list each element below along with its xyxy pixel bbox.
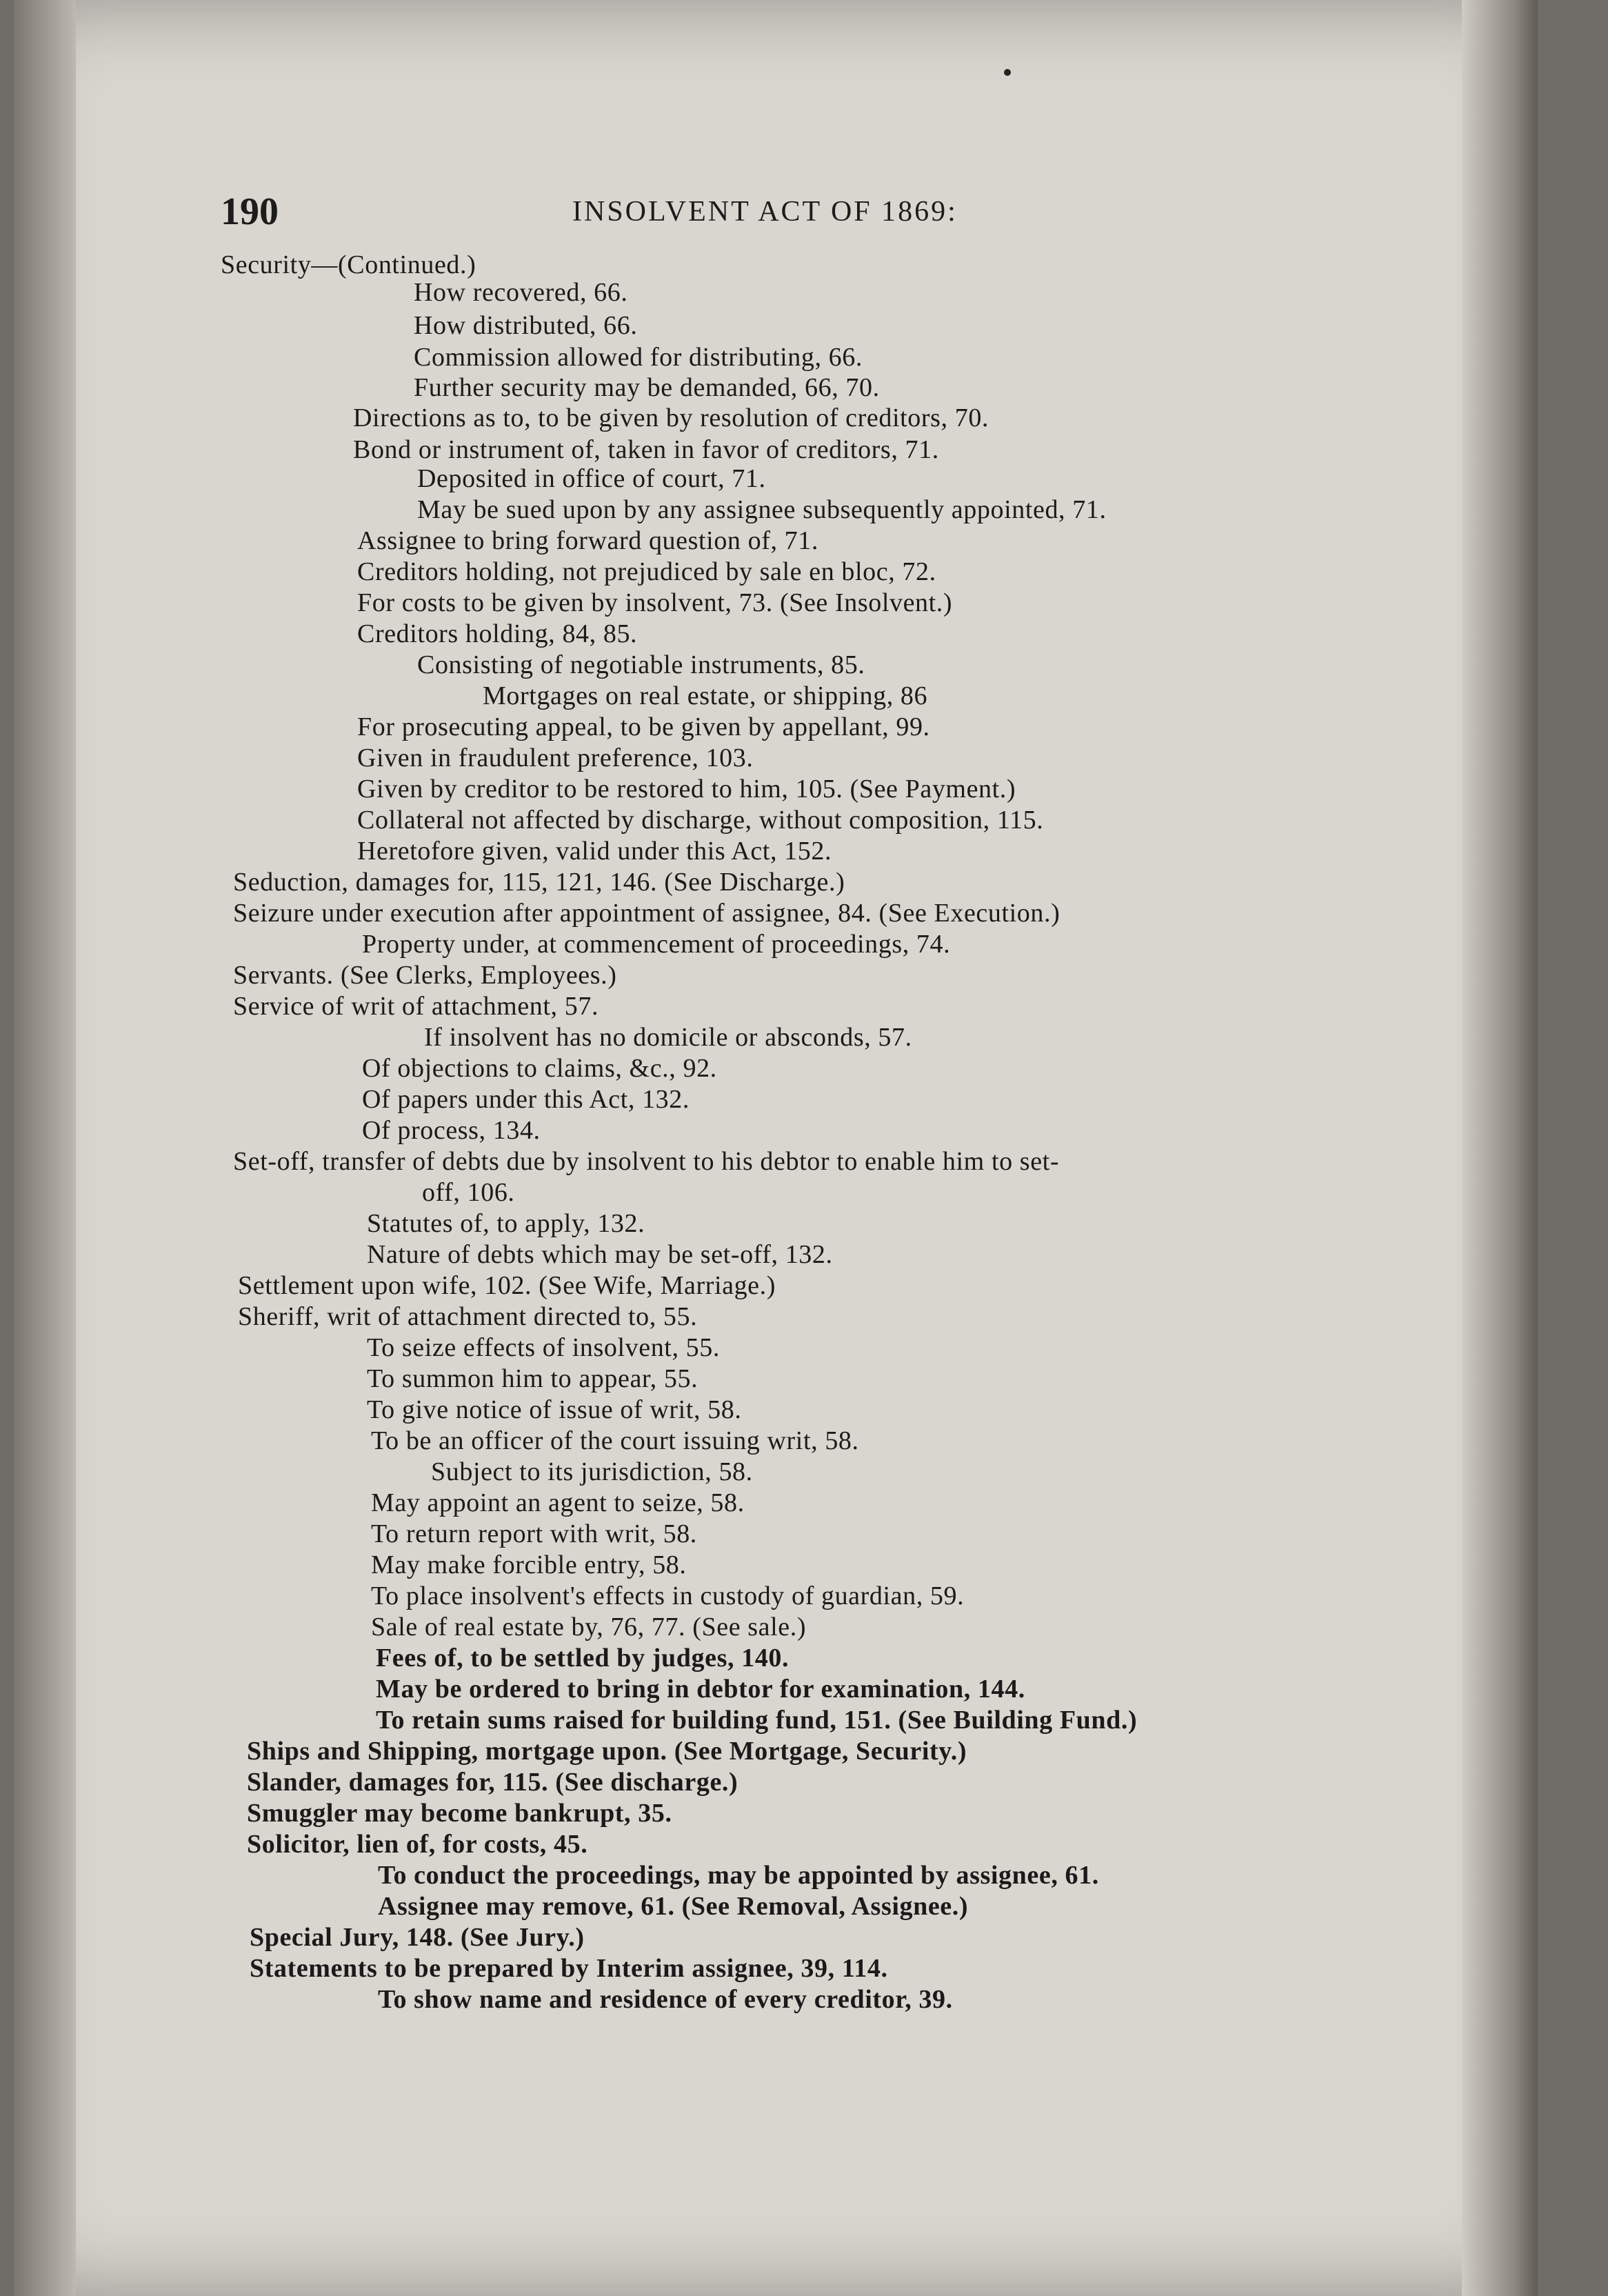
- index-line: Consisting of negotiable instruments, 85.: [417, 650, 865, 679]
- index-line: Commission allowed for distributing, 66.: [414, 343, 863, 372]
- index-line: If insolvent has no domicile or absconds, 57.: [424, 1023, 912, 1052]
- index-line: Special Jury, 148. (See Jury.): [250, 1923, 585, 1952]
- index-line: Seizure under execution after appointment of assignee, 84. (See Execution.): [233, 899, 1061, 928]
- index-line: Given in fraudulent preference, 103.: [357, 743, 754, 772]
- index-line: Sale of real estate by, 76, 77. (See sale.): [371, 1613, 807, 1641]
- index-line: Settlement upon wife, 102. (See Wife, Marriage.): [238, 1271, 776, 1300]
- index-entries: [14, 0, 1538, 2296]
- index-line: To summon him to appear, 55.: [367, 1364, 699, 1393]
- index-line: Sheriff, writ of attachment directed to, 55.: [238, 1302, 698, 1331]
- index-line: For prosecuting appeal, to be given by appellant, 99.: [357, 712, 930, 741]
- index-line: Mortgages on real estate, or shipping, 86: [483, 681, 928, 710]
- index-line: Directions as to, to be given by resolution of creditors, 70.: [353, 403, 989, 432]
- index-line: Assignee to bring forward question of, 71.: [357, 526, 818, 555]
- index-line: Subject to its jurisdiction, 58.: [431, 1457, 753, 1486]
- index-line: For costs to be given by insolvent, 73. (See Insolvent.): [357, 588, 953, 617]
- index-line: Smuggler may become bankrupt, 35.: [247, 1799, 672, 1828]
- index-line: Of process, 134.: [362, 1116, 541, 1145]
- index-line: To give notice of issue of writ, 58.: [367, 1395, 742, 1424]
- index-line: Bond or instrument of, taken in favor of creditors, 71.: [353, 435, 939, 464]
- index-line: May be sued upon by any assignee subsequently appointed, 71.: [417, 495, 1107, 524]
- index-line: May be ordered to bring in debtor for examination, 144.: [376, 1675, 1025, 1704]
- index-line: Deposited in office of court, 71.: [417, 464, 766, 493]
- index-line: Solicitor, lien of, for costs, 45.: [247, 1830, 588, 1859]
- index-line: Creditors holding, not prejudiced by sale en bloc, 72.: [357, 557, 936, 586]
- index-line: To return report with writ, 58.: [371, 1519, 697, 1548]
- index-line: Of objections to claims, &c., 92.: [362, 1054, 717, 1083]
- index-line: Assignee may remove, 61. (See Removal, Assignee.): [378, 1892, 969, 1921]
- index-line: Further security may be demanded, 66, 70.: [414, 373, 880, 402]
- index-line: To be an officer of the court issuing writ, 58.: [371, 1426, 859, 1455]
- index-line: Statements to be prepared by Interim assignee, 39, 114.: [250, 1954, 888, 1983]
- running-title: INSOLVENT ACT OF 1869:: [572, 196, 958, 228]
- index-line: Statutes of, to apply, 132.: [367, 1209, 645, 1238]
- index-line: To show name and residence of every creditor, 39.: [378, 1985, 953, 2014]
- index-line: Heretofore given, valid under this Act, 152.: [357, 837, 832, 866]
- index-line: Set-off, transfer of debts due by insolvent to his debtor to enable him to set-: [233, 1147, 1060, 1176]
- index-line: To place insolvent's effects in custody of guardian, 59.: [371, 1581, 965, 1610]
- index-line: May make forcible entry, 58.: [371, 1550, 687, 1579]
- book-page: [14, 0, 1538, 2296]
- index-line: Servants. (See Clerks, Employees.): [233, 961, 617, 990]
- page-number: 190: [221, 190, 279, 233]
- index-line: Creditors holding, 84, 85.: [357, 619, 638, 648]
- index-line: Fees of, to be settled by judges, 140.: [376, 1644, 790, 1673]
- index-line: Ships and Shipping, mortgage upon. (See Mortgage, Security.): [247, 1737, 967, 1766]
- index-line: Given by creditor to be restored to him, 105. (See Payment.): [357, 775, 1016, 803]
- index-line: Seduction, damages for, 115, 121, 146. (See Discharge.): [233, 868, 845, 897]
- index-line: To conduct the proceedings, may be appointed by assignee, 61.: [378, 1861, 1099, 1890]
- index-line: Slander, damages for, 115. (See discharge.): [247, 1768, 738, 1797]
- index-line: Property under, at commencement of proceedings, 74.: [362, 930, 951, 959]
- index-line: To retain sums raised for building fund, 151. (See Building Fund.): [376, 1706, 1138, 1735]
- index-line: May appoint an agent to seize, 58.: [371, 1488, 745, 1517]
- index-line: To seize effects of insolvent, 55.: [367, 1333, 720, 1362]
- index-line: Service of writ of attachment, 57.: [233, 992, 599, 1021]
- index-line: off, 106.: [422, 1178, 515, 1207]
- index-line: Nature of debts which may be set-off, 132.: [367, 1240, 833, 1269]
- index-line: How distributed, 66.: [414, 311, 638, 340]
- index-line: Of papers under this Act, 132.: [362, 1085, 690, 1114]
- index-line: Collateral not affected by discharge, without composition, 115.: [357, 806, 1044, 835]
- index-line: Security—(Continued.): [221, 250, 476, 279]
- index-line: How recovered, 66.: [414, 278, 628, 307]
